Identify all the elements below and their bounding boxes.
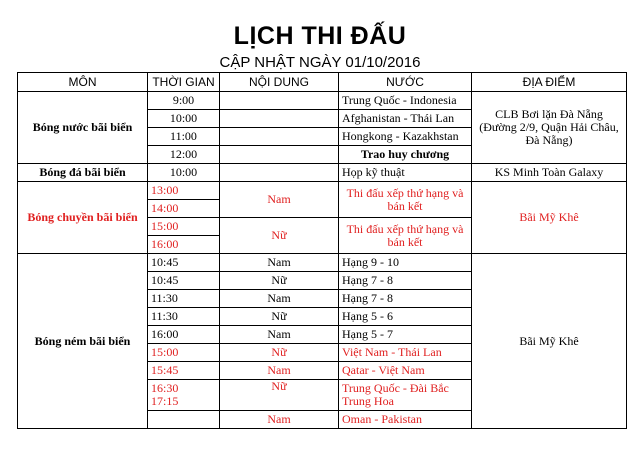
sport-cell: Bóng nước bãi biển — [18, 92, 148, 164]
content-cell: Nam — [220, 326, 339, 344]
content-cell: Nam — [220, 411, 339, 429]
content-cell — [220, 164, 339, 182]
header-row — [18, 73, 627, 92]
content-cell: Nữ — [220, 218, 339, 254]
update-date: CẬP NHẬT NGÀY 01/10/2016 — [219, 54, 421, 71]
schedule-table — [17, 72, 627, 429]
sport-cell: Bóng ném bãi biển — [18, 254, 148, 429]
content-cell: Nam — [220, 254, 339, 272]
sport-cell: Bóng đá bãi biển — [18, 164, 148, 182]
content-cell: Nam — [220, 290, 339, 308]
header-venue: ĐỊA ĐIỂM — [472, 73, 627, 92]
venue-cell: CLB Bơi lặn Đà Nẵng (Đường 2/9, Quận Hải Châu, Đà Nẵng) — [472, 92, 627, 164]
match-cell: Họp kỹ thuật — [339, 164, 472, 182]
content-cell: Nam — [220, 182, 339, 218]
match-cell: Trung Quốc - Indonesia — [339, 92, 472, 110]
content-cell: Nữ — [220, 308, 339, 326]
time-cell: 16:00 — [148, 236, 220, 254]
time-end: 17:15 — [151, 394, 179, 408]
table-row — [18, 254, 627, 272]
time-cell: 10:00 — [148, 110, 220, 128]
match-cell: Việt Nam - Thái Lan — [339, 344, 472, 362]
match-cell: Trung Quốc - Đài Bắc Trung Hoa — [339, 380, 472, 411]
match-cell: Thi đấu xếp thứ hạng và bán kết — [339, 218, 472, 254]
time-cell: 14:00 — [148, 200, 220, 218]
match-cell: Hạng 7 - 8 — [339, 290, 472, 308]
content-cell: Nữ — [220, 344, 339, 362]
content-cell — [220, 128, 339, 146]
venue-cell: Bãi Mỹ Khê — [472, 254, 627, 429]
time-cell: 16:00 — [148, 326, 220, 344]
header-content: NỘI DUNG — [220, 73, 339, 92]
content-cell: Nữ — [220, 380, 339, 411]
time-cell: 10:00 — [148, 164, 220, 182]
time-cell: 9:00 — [148, 92, 220, 110]
match-cell: Qatar - Việt Nam — [339, 362, 472, 380]
table-row — [18, 182, 627, 200]
time-cell: 15:00 — [148, 344, 220, 362]
sport-cell: Bóng chuyền bãi biển — [18, 182, 148, 254]
content-cell — [220, 146, 339, 164]
time-cell: 10:45 — [148, 272, 220, 290]
match-cell: Hạng 5 - 6 — [339, 308, 472, 326]
match-cell: Oman - Pakistan — [339, 411, 472, 429]
time-cell: 10:45 — [148, 254, 220, 272]
time-cell: 11:30 — [148, 308, 220, 326]
table-row — [18, 164, 627, 182]
match-cell: Hongkong - Kazakhstan — [339, 128, 472, 146]
time-cell: 15:00 — [148, 218, 220, 236]
header-time: THỜI GIAN — [148, 73, 220, 92]
match-cell: Trao huy chương — [339, 146, 472, 164]
match-cell: Afghanistan - Thái Lan — [339, 110, 472, 128]
time-cell — [148, 380, 220, 411]
content-cell: Nữ — [220, 272, 339, 290]
match-cell: Thi đấu xếp thứ hạng và bán kết — [339, 182, 472, 218]
time-cell: 11:00 — [148, 128, 220, 146]
match-cell: Hạng 5 - 7 — [339, 326, 472, 344]
venue-cell: KS Minh Toàn Galaxy — [472, 164, 627, 182]
time-cell — [148, 411, 220, 429]
time-cell: 11:30 — [148, 290, 220, 308]
content-cell: Nam — [220, 362, 339, 380]
content-cell — [220, 92, 339, 110]
match-cell: Hạng 9 - 10 — [339, 254, 472, 272]
page-title: LỊCH THI ĐẤU — [233, 22, 407, 50]
match-cell: Hạng 7 - 8 — [339, 272, 472, 290]
time-cell: 15:45 — [148, 362, 220, 380]
header-sport: MÔN — [18, 73, 148, 92]
venue-cell: Bãi Mỹ Khê — [472, 182, 627, 254]
time-cell: 12:00 — [148, 146, 220, 164]
content-cell — [220, 110, 339, 128]
time-start: 16:30 — [151, 381, 179, 395]
table-row — [18, 92, 627, 110]
header-match: NƯỚC — [339, 73, 472, 92]
time-cell: 13:00 — [148, 182, 220, 200]
